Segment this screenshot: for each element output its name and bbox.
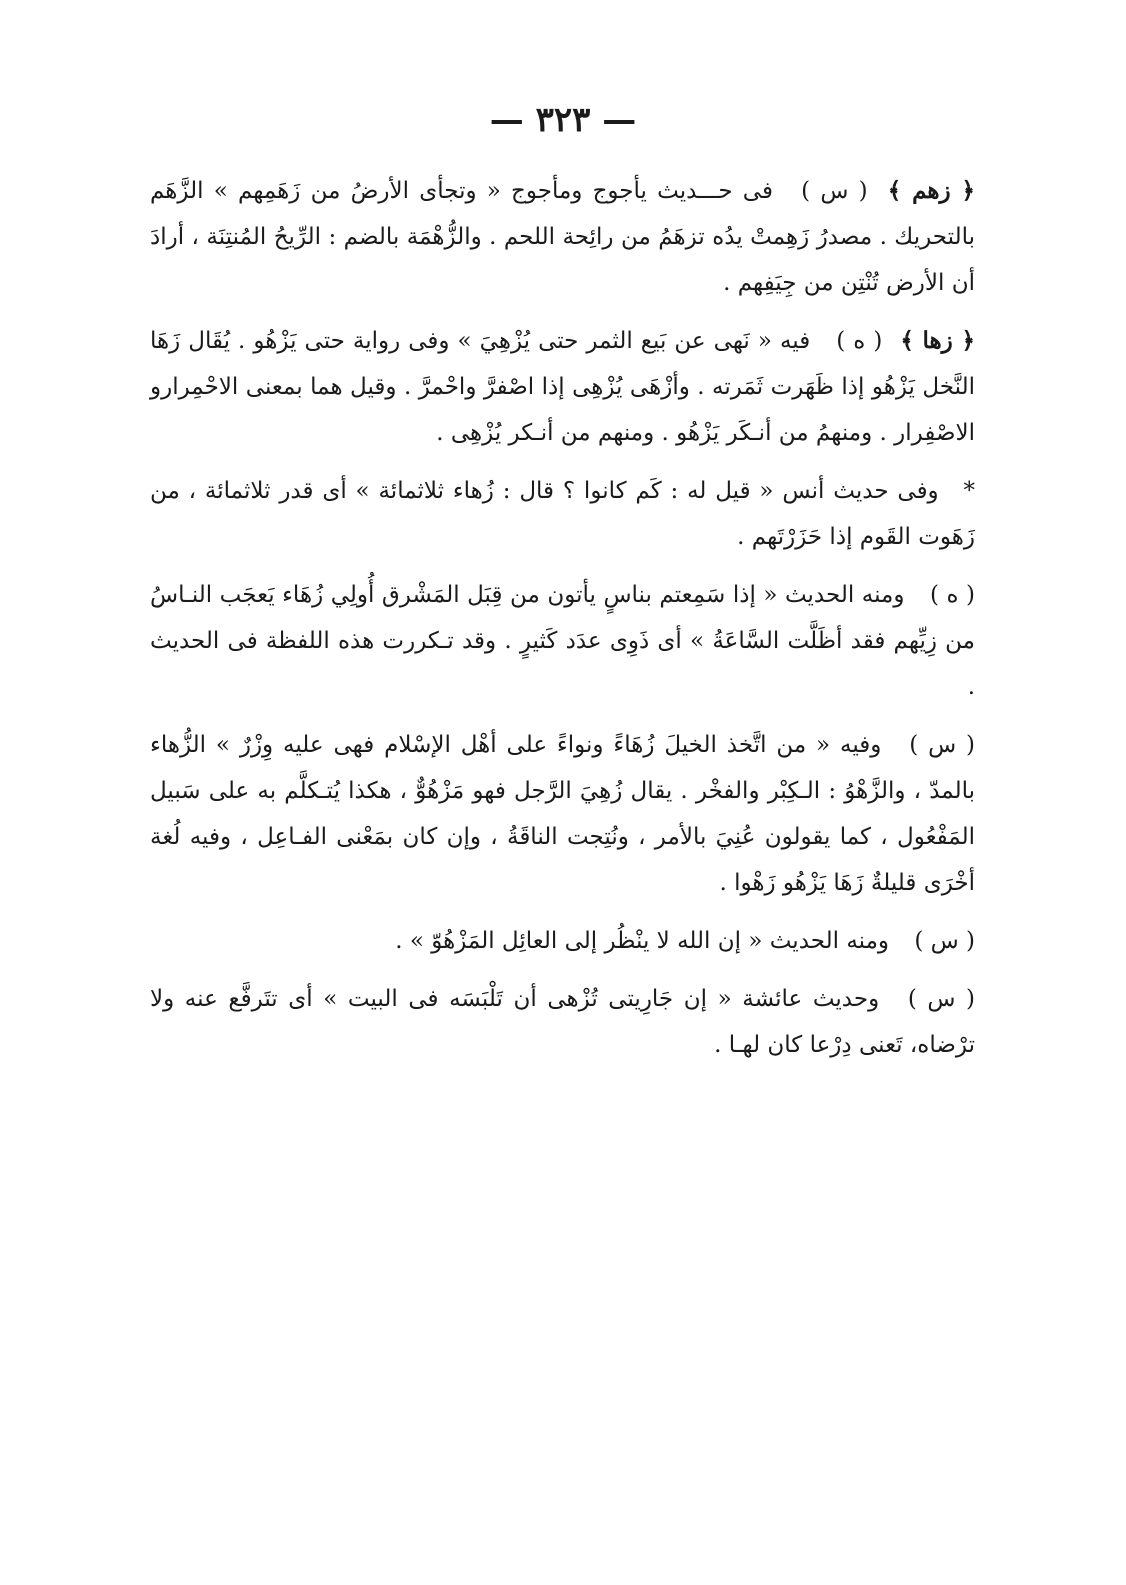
entry-khayl-hadith [150, 722, 975, 906]
source-label: ( س ) [801, 178, 868, 204]
entry-mazhuw-hadith [150, 918, 975, 964]
headword-zaha: ﴿ زها ﴾ [900, 327, 975, 354]
entry-aisha-hadith [150, 976, 975, 1068]
source-label: ( س ) [909, 732, 976, 758]
entry-anas-hadith [150, 468, 975, 560]
entry-zaha [150, 318, 975, 456]
source-label: ( س ) [907, 986, 976, 1012]
entry-text: فيه « نَهى عن بَيع الثمر حتى يُزْهِيَ » وفى رواية حتى يَزْهُو . يُقَال زَهَا النَّخل يَزْهُو إذا ظَهَرت ثَمَرته . وأزْهَى يُزْهِى إذا اصْفرَّ واحْمرَّ . وقيل هما بمعنى الاحْمِرارو الاصْفِرار . ومنهمُ من أنـكَر يَزْهُو . ومنهم من أنـكر يُزْهِى . [150, 328, 975, 446]
entry-text: ومنه الحديث « إذا سَمِعتم بناسٍ يأتون من قِبَل المَشْرق أُولِي زُهَاء يَعجَب النـاسُ من زِيِّهم فقد أظَلَّت السَّاعَةُ » أى ذَوِى عدَد كَثيرٍ . وقد تـكررت هذه اللفظة فى الحديث . [150, 582, 975, 700]
entry-zahm [150, 168, 975, 306]
dictionary-text [150, 168, 975, 1080]
entry-text: وفيه « من اتَّخذ الخيلَ زُهَاءً ونواءً على أهْل الإسْلام فهى عليه وِزْرٌ » الزُّهاء بالمدّ ، والزَّهْوُ : الـكِبْر والفخْر . يقال زُهِيَ الرَّجل فهو مَزْهُوٌّ ، هكذا يُتـكلَّم به على سَبيل المَفْعُول ، كما يقولون عُنِيَ بالأمر ، ونُتِجت الناقَةُ ، وإن كان بمَعْنى الفـاعِل ، وفيه لُغة أخْرَى قليلةٌ زَهَا يَزْهُو زَهْوا . [150, 732, 975, 896]
headword-zahm: ﴿ زهم ﴾ [887, 177, 975, 204]
entry-text: وفى حديث أنس « قيل له : كَم كانوا ؟ قال : زُهاء ثلاثمائة » أى قدر ثلاثمائة ، من زَهَوت القَوم إذا حَزَرْتَهم . [150, 478, 975, 550]
page-number: — ٣٢٣ — [489, 100, 637, 140]
source-label: ( ه ) [929, 582, 975, 608]
entry-text: ومنه الحديث « إن الله لا ينْظُر إلى العائِل المَزْهُوّ » . [395, 928, 890, 954]
entry-text: وحديث عائشة « إن جَارِيتى تُزْهى أن تَلْبَسَه فى البيت » أى تتَرفَّع عنه ولا ترْضاه، تَعنى دِرْعا كان لهـا . [150, 986, 975, 1058]
source-label: ( ه ) [836, 328, 883, 354]
star-marker: * [963, 478, 976, 504]
source-label: ( س ) [914, 928, 975, 954]
entry-zuhaa-hadith [150, 572, 975, 710]
entry-text: فى حـــديث يأجوج ومأجوج « وتجأى الأرضُ من زَهَمِهم » الزَّهَم بالتحريك . مصدرُ زَهِمتْ يدُه تزهَمُ من رائِحة اللحم . والزُّهْمَة بالضم : الرِّيحُ المُنتِنَة ، أرادَ أن الأرض تُنْتِن من جِيَفِهم . [150, 178, 975, 296]
